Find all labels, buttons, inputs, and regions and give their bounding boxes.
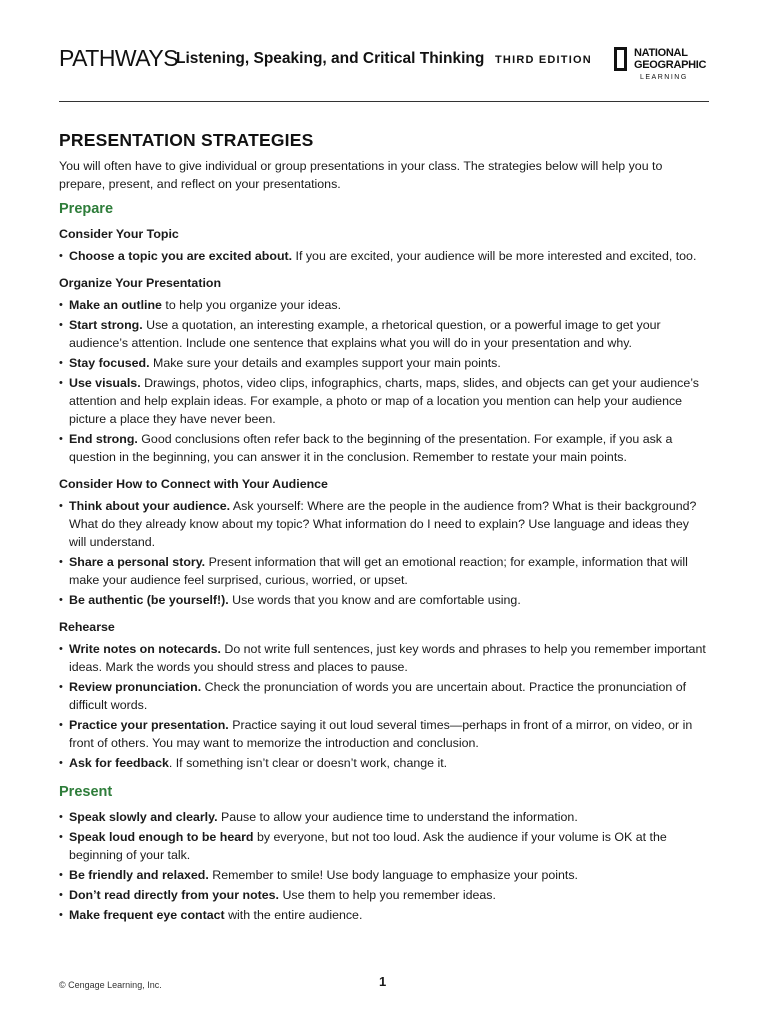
list-item: • Share a personal story. Present information that will get an emotional reaction; for example, information that will make your audience feel surprised, curious, worried, or upset. — [59, 553, 709, 589]
list-present — [59, 808, 709, 924]
list-item: • Think about your audience. Ask yourself: Where are the people in the audience from? What is their background? What do they already know about my topic? What information do I need to explain? Use language and ideas they will understand. — [59, 497, 709, 551]
section-heading-present: Present — [59, 784, 113, 800]
list-item: • Be friendly and relaxed. Remember to smile! Use body language to emphasize your points. — [59, 866, 709, 884]
list-item: • Make an outline to help you organize your ideas. — [59, 296, 709, 314]
list-item: • Speak loud enough to be heard by everyone, but not too loud. Ask the audience if your volume is OK at the beginning of your talk. — [59, 828, 709, 864]
list-item: • Be authentic (be yourself!). Use words that you know and are comfortable using. — [59, 591, 709, 609]
list-item: • Practice your presentation. Practice saying it out loud several times—perhaps in front of a mirror, on video, or in front of others. You may want to memorize the introduction and conclusion. — [59, 716, 709, 752]
list-item: • Stay focused. Make sure your details and examples support your main points. — [59, 354, 709, 372]
yellow-border-icon — [614, 47, 627, 71]
list-item: • Choose a topic you are excited about. If you are excited, your audience will be more interested and excited, too. — [59, 247, 709, 265]
spacer — [59, 774, 709, 782]
logo-line-3: LEARNING — [640, 74, 688, 81]
header-divider — [59, 101, 709, 102]
book-subtitle: Listening, Speaking, and Critical Thinking — [176, 50, 485, 67]
subheading-organize: Organize Your Presentation — [59, 276, 222, 290]
page-header — [59, 42, 709, 82]
list-item: • Ask for feedback. If something isn’t clear or doesn’t work, change it. — [59, 754, 709, 772]
page-title: PRESENTATION STRATEGIES — [59, 130, 314, 150]
list-organize — [59, 296, 709, 466]
list-item: • Review pronunciation. Check the pronunciation of words you are uncertain about. Practice the pronunciation of difficult words. — [59, 678, 709, 714]
list-item: • End strong. Good conclusions often refer back to the beginning of the presentation. For example, if you ask a question in the beginning, you can answer it in the conclusion. Remember to restate your main points. — [59, 430, 709, 466]
list-item: • Start strong. Use a quotation, an interesting example, a rhetorical question, or a powerful image to get your audience’s attention. Include one sentence that explains what you will do in your presentation and why. — [59, 316, 709, 352]
main-content — [59, 130, 709, 926]
page-number: 1 — [379, 974, 387, 989]
section-heading-prepare: Prepare — [59, 201, 114, 217]
national-geographic-logo — [614, 45, 714, 85]
brand-title: PATHWAYS — [59, 45, 179, 71]
logo-line-2: GEOGRAPHIC — [634, 59, 707, 71]
subheading-topic: Consider Your Topic — [59, 227, 179, 241]
list-audience — [59, 497, 709, 609]
logo-line-1: NATIONAL — [634, 47, 688, 59]
subheading-audience: Consider How to Connect with Your Audience — [59, 477, 328, 491]
list-item: • Write notes on notecards. Do not write full sentences, just key words and phrases to help you remember important ideas. Mark the words you should stress and places to pause. — [59, 640, 709, 676]
subheading-rehearse: Rehearse — [59, 620, 115, 634]
list-item: • Use visuals. Drawings, photos, video clips, infographics, charts, maps, slides, and objects can get your audience’s attention and help explain ideas. For example, a photo or map of a location you mention can help your audience picture a place they have never been. — [59, 374, 709, 428]
list-rehearse — [59, 640, 709, 772]
list-item: • Make frequent eye contact with the entire audience. — [59, 906, 709, 924]
list-item: • Speak slowly and clearly. Pause to allow your audience time to understand the information. — [59, 808, 709, 826]
edition-label: THIRD EDITION — [495, 54, 592, 66]
copyright-notice: © Cengage Learning, Inc. — [59, 980, 162, 990]
list-topic — [59, 247, 709, 265]
intro-paragraph: You will often have to give individual or group presentations in your class. The strategies below will help you to prepare, present, and reflect on your presentations. — [59, 159, 663, 191]
list-item: • Don’t read directly from your notes. Use them to help you remember ideas. — [59, 886, 709, 904]
